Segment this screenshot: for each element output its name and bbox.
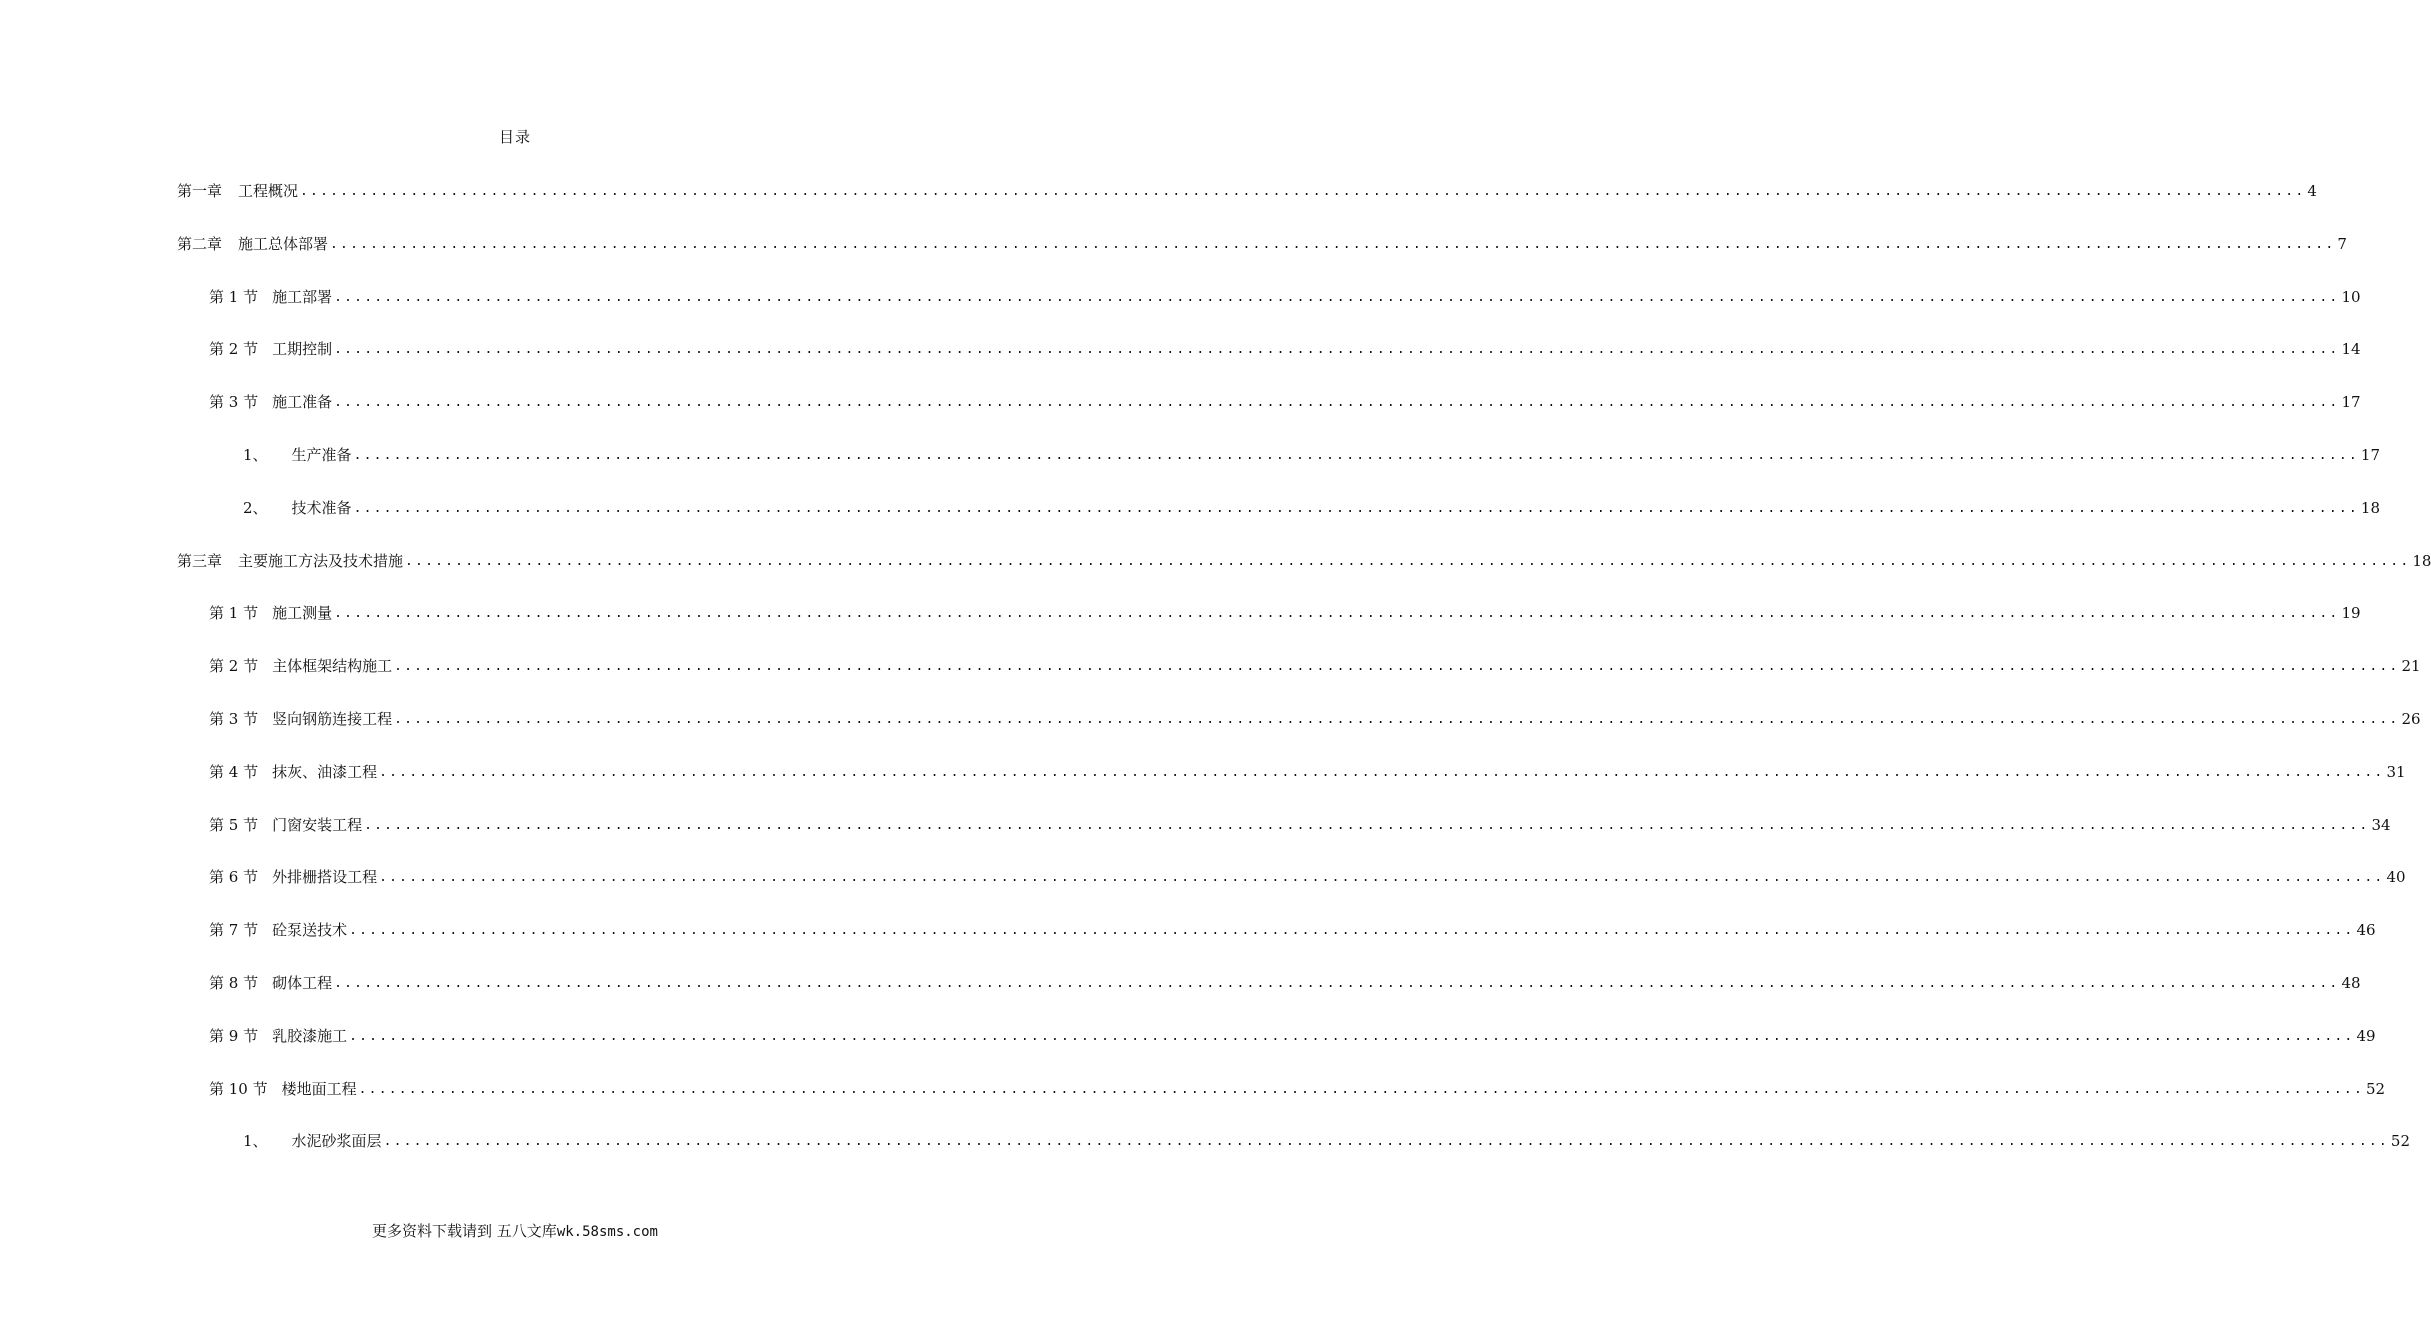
toc-entry[interactable] [177,233,2347,255]
toc-entry-label: 工程概况 [238,182,299,200]
toc-entry[interactable] [177,550,2431,572]
toc-entry[interactable] [177,180,2317,202]
toc-entry-page-number: 4 [2307,182,2317,200]
toc-entry-label: 施工准备 [272,393,333,412]
toc-entry-leader: ........................................................................................................................................................................................................ [353,448,2359,463]
toc-entry-page-number: 18 [2360,498,2380,517]
toc-entry-number: 第 6 节 [209,868,259,887]
toc-entry[interactable] [209,761,2406,783]
toc-entry-number: 2、 [243,498,268,517]
toc-entry-leader: ........................................................................................................................................................................................................ [349,923,2355,939]
toc-entry-number: 1、 [243,1132,268,1151]
toc-entry-number: 第 10 节 [209,1079,268,1098]
toc-entry-leader: ........................................................................................................................................................................................................ [383,1134,2389,1150]
toc-entry[interactable] [209,338,2361,360]
toc-entry-label: 生产准备 [291,446,352,464]
toc-entry-label: 竖向钢筋连接工程 [272,710,393,728]
toc-entry-number: 第二章 [177,234,223,253]
toc-entry-label: 楼地面工程 [281,1079,357,1098]
toc-entry-page-number: 17 [2360,446,2380,464]
toc-entry-number: 第 7 节 [209,921,259,940]
toc-entry-leader: ........................................................................................................................................................................................................ [405,553,2411,569]
toc-entry-page-number: 21 [2401,657,2421,676]
toc-entry-leader: ........................................................................................................................................................................................................ [300,184,2306,199]
toc-entry[interactable] [209,655,2421,677]
toc-entry-page-number: 26 [2401,710,2421,728]
toc-entry-page-number: 52 [2390,1132,2410,1151]
toc-entry-label: 工期控制 [272,340,333,359]
toc-entry-number: 第一章 [177,182,223,200]
toc-entry[interactable] [243,497,2380,519]
toc-entry[interactable] [243,444,2380,466]
toc-entry-page-number: 52 [2365,1079,2386,1098]
toc-entry-leader: ........................................................................................................................................................................................................ [334,289,2340,305]
toc-entry-page-number: 34 [2371,815,2391,834]
toc-entry-label: 施工部署 [272,287,333,306]
toc-entry-label: 砼泵送技术 [272,921,348,940]
toc-entry[interactable] [209,1025,2376,1047]
toc-entry-leader: ........................................................................................................................................................................................................ [358,1081,2364,1097]
toc-entry-number: 第 3 节 [209,710,259,728]
toc-entry[interactable] [209,602,2361,624]
toc-entry-label: 施工测量 [272,604,333,623]
toc-entry-label: 技术准备 [291,498,352,517]
toc-entry-leader: ........................................................................................................................................................................................................ [364,817,2370,833]
toc-entry-number: 第 1 节 [209,287,259,306]
toc-entry-number: 第 8 节 [209,974,259,992]
toc-entry-label: 主要施工方法及技术措施 [238,551,404,570]
toc-entry-leader: ........................................................................................................................................................................................................ [379,764,2385,780]
toc-entry-page-number: 49 [2356,1026,2376,1045]
toc-entry-label: 外排栅搭设工程 [272,868,378,887]
toc-entry-page-number: 31 [2386,762,2406,781]
toc-entry-leader: ........................................................................................................................................................................................................ [349,1028,2355,1044]
toc-entry-page-number: 46 [2356,921,2376,940]
toc-entry-leader: ........................................................................................................................................................................................................ [334,606,2340,622]
toc-entry-leader: ........................................................................................................................................................................................................ [394,659,2400,675]
toc-entry-number: 第 5 节 [209,815,259,834]
toc-entry-number: 第三章 [177,551,223,570]
toc-entry-label: 主体框架结构施工 [272,657,393,676]
toc-entry[interactable] [209,814,2391,836]
toc-entry-page-number: 48 [2341,974,2361,992]
footer-text: 更多资料下载请到 五八文库 [372,1222,557,1240]
toc-entry-label: 施工总体部署 [238,234,329,253]
toc-entry-leader: ........................................................................................................................................................................................................ [334,342,2340,358]
toc-entry-number: 第 2 节 [209,340,259,359]
toc-entry-number: 第 2 节 [209,657,259,676]
toc-entry[interactable] [209,919,2376,941]
toc-entry[interactable] [209,286,2361,308]
toc-entry-label: 水泥砂浆面层 [291,1132,382,1151]
toc-entry-leader: ........................................................................................................................................................................................................ [334,976,2340,991]
footer-url[interactable]: wk.58sms.com [556,1224,658,1240]
toc-entry-number: 第 1 节 [209,604,259,623]
toc-entry[interactable] [209,972,2361,994]
toc-entry-number: 第 4 节 [209,762,259,781]
toc-entry[interactable] [209,866,2406,888]
toc-entry-page-number: 14 [2341,340,2361,359]
toc-entry-page-number: 17 [2341,393,2361,412]
toc-entry-leader: ........................................................................................................................................................................................................ [330,236,2336,252]
toc-entry-leader: ........................................................................................................................................................................................................ [394,712,2400,727]
toc-entry-page-number: 10 [2341,287,2361,306]
toc-entry-page-number: 7 [2337,234,2347,253]
toc-entry-leader: ........................................................................................................................................................................................................ [353,500,2359,516]
toc-entry[interactable] [243,1130,2410,1152]
toc-entry-label: 砌体工程 [272,974,333,992]
toc-entry-page-number: 18 [2412,551,2431,570]
page-title: 目录 [498,128,531,146]
toc-entry-label: 乳胶漆施工 [272,1026,348,1045]
footer [0,1220,1030,1241]
toc-entry-leader: ........................................................................................................................................................................................................ [379,870,2385,886]
toc-entry-number: 第 3 节 [209,393,259,412]
toc-entry[interactable] [209,391,2361,413]
toc-entry-page-number: 19 [2341,604,2361,623]
toc-entry-number: 第 9 节 [209,1026,259,1045]
toc-entry-label: 门窗安装工程 [272,815,363,834]
toc-entry-page-number: 40 [2386,868,2406,887]
toc-entry[interactable] [209,708,2421,730]
toc-entry-label: 抹灰、油漆工程 [272,762,378,781]
toc-entry-number: 1、 [243,446,268,464]
toc-entry[interactable] [209,1078,2386,1100]
toc-entry-leader: ........................................................................................................................................................................................................ [334,395,2340,411]
